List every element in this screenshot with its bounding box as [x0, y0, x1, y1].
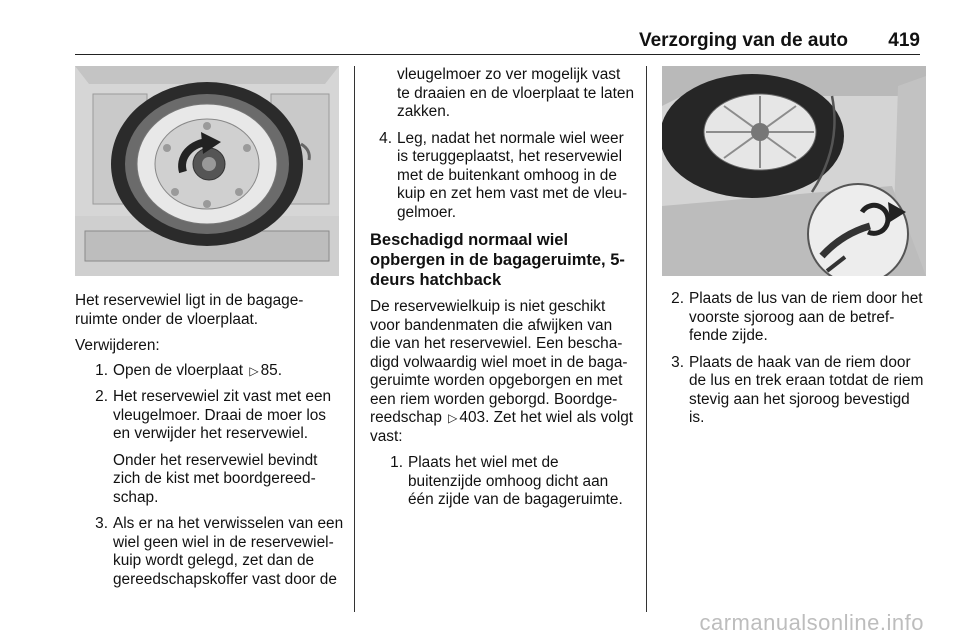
list-item — [86, 388, 345, 444]
column-3 — [662, 290, 928, 436]
list-text: Open de vloerplaat — [113, 361, 244, 379]
strapped-wheel-figure — [662, 66, 926, 276]
column-2 — [370, 66, 636, 518]
list-number: 3. — [95, 515, 108, 532]
remove-label: Verwijderen: — [75, 337, 160, 354]
section-paragraph — [370, 298, 636, 446]
list-number: 2. — [95, 388, 108, 405]
list-text: Plaats de lus van de riem door het voorste sjoroog aan de betref-fende zijde. — [689, 290, 923, 344]
intro-paragraph: Het reservewiel ligt in de bagage-ruimte onder de vloerplaat. — [75, 292, 304, 328]
list-number: 1. — [95, 361, 108, 379]
list-number: 1. — [390, 454, 403, 471]
list-number: 3. — [671, 353, 684, 371]
column-1 — [75, 292, 345, 597]
page-ref[interactable]: 403. — [459, 409, 490, 426]
list-text: Het reservewiel zit vast met een vleugelmoer. Draai de moer los en verwijder het reservewiel. — [113, 388, 332, 442]
page-number: 419 — [888, 30, 920, 51]
list-text: Plaats het wiel met de buitenzijde omhoog dicht aan één zijde van de bagageruimte. — [408, 454, 623, 508]
page-ref[interactable]: 85. — [260, 361, 282, 379]
list-item — [86, 362, 345, 381]
spare-wheel-figure — [75, 66, 339, 276]
header-title: Verzorging van de auto — [638, 30, 848, 51]
watermark: carmanualsonline.info — [699, 610, 924, 635]
list-item — [370, 130, 636, 223]
list-number: 2. — [671, 290, 684, 307]
column-divider-1 — [354, 66, 355, 612]
list-item — [381, 454, 636, 510]
list-item — [662, 354, 928, 428]
page-header — [75, 26, 920, 55]
list-text: Leg, nadat het normale wiel weer is teruggeplaatst, het reservewiel met de buitenkant omhoog in de kuip en zet hem vast met de vleu-gelmoer. — [397, 129, 628, 221]
list-number: 4. — [379, 129, 392, 147]
page-ref-arrow-icon: ▷ — [448, 411, 458, 425]
item-continuation: vleugelmoer zo ver mogelijk vast te draaien en de vloerplaat te laten zakken. — [397, 66, 635, 120]
paragraph-text: De reservewielkuip is niet geschikt voor bandenmaten die afwijken van die van het reservewiel. Een bescha-digd volwaardig wiel moet in de baga-geruimte worden opgeborgen en met een riem worden geborgd. Boordge-reedschap — [370, 298, 628, 426]
list-item — [662, 290, 928, 346]
list-text: Plaats de haak van de riem door de lus en trek eraan totdat de riem stevig aan het sjoroog bevestigd is. — [689, 353, 924, 426]
section-heading: Beschadigd normaal wiel opbergen in de bagageruimte, 5-deurs hatchback — [370, 231, 625, 289]
column-divider-2 — [646, 66, 647, 612]
page-ref-arrow-icon: ▷ — [249, 363, 259, 378]
list-text: Als er na het verwisselen van een wiel geen wiel in de reservewiel-kuip wordt gelegd, zet dan de gereedschapskoffer vast door de — [113, 515, 344, 588]
list-item — [86, 515, 345, 589]
paragraph-text: Zet het wiel als volgt vast: — [370, 409, 634, 445]
item-note: Onder het reservewiel bevindt zich de kist met boordgereed-schap. — [113, 451, 318, 506]
